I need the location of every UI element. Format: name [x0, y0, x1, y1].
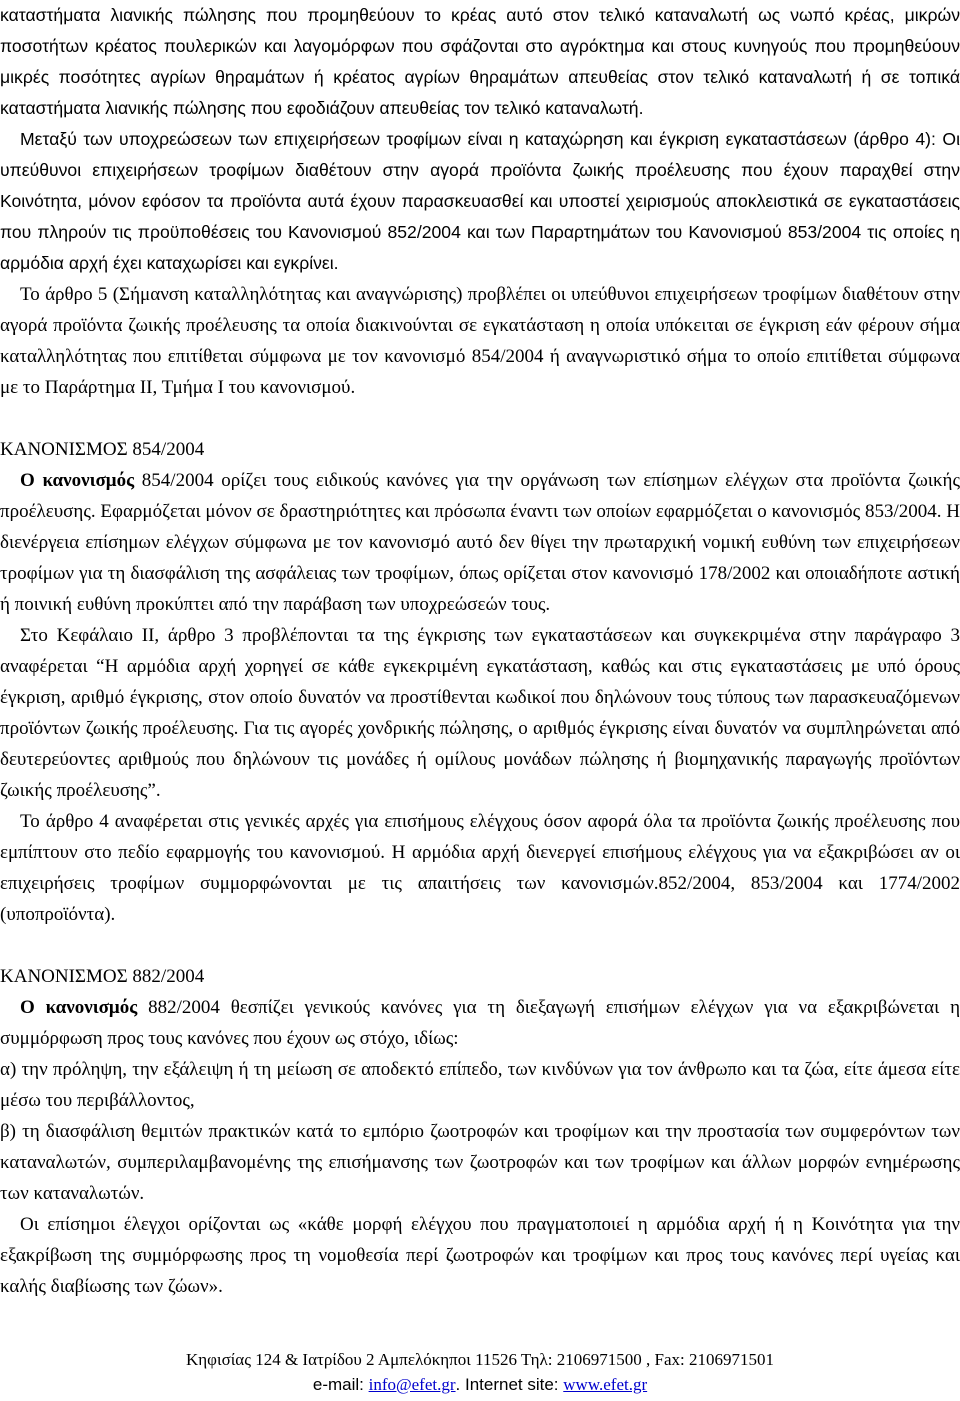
section-854-lead-bold: Ο κανονισμός — [20, 470, 135, 491]
article5-paragraph: Το άρθρο 5 (Σήμανση καταλληλότητας και αναγνώρισης) προβλέπει οι υπεύθυνοι επιχειρήσεων τροφίμων διαθέτουν στην αγορά προϊόντα ζωικής προέλευσης τα οποία διακινούνται σε εγκατάσταση η οποία υπόκειται σε έγκριση εάν φέρουν σήμα καταλληλότητας που επιτίθεται σύμφωνα με τον κανονισμό 854/2004 ή αναγνωριστικό σήμα το οποίο επιτίθεται σύμφωνα με το Παράρτημα ΙΙ, Τμήμα Ι του κανονισμού. — [0, 284, 960, 398]
list-item-a: α) την πρόληψη, την εξάλειψη ή τη μείωση σε αποδεκτό επίπεδο, των κινδύνων για τον άνθρωπο και τα ζώα, είτε άμεσα είτε μέσω του περιβάλλοντος, — [0, 1059, 960, 1111]
footer-email-label: e-mail: — [312, 1375, 369, 1394]
section-spacer — [0, 403, 960, 434]
article4-paragraph: Το άρθρο 4 αναφέρεται στις γενικές αρχές για επισήμους ελέγχους όσον αφορά όλα τα προϊόντα ζωικής προέλευσης που εμπίπτουν στο πεδίο εφαρμογής του κανονισμού. Η αρμόδια αρχή διενεργεί επισήμους ελέγχους για να εξακριβώσει αν οι επιχειρήσεις τροφίμων συμμορφώνονται με τις απαιτήσεις των κανονισμών.852/2004, 853/2004 και 1774/2002 (υποπροϊόντα). — [0, 811, 960, 925]
footer-separator: . Internet site: — [455, 1375, 564, 1394]
section-882-lead-bold: Ο κανονισμός — [20, 997, 138, 1018]
section-854-lead — [0, 465, 960, 620]
official-controls-paragraph: Οι επίσημοι έλεγχοι ορίζονται ως «κάθε μορφή ελέγχου που πραγματοποιεί η αρμόδια αρχή ή η Κοινότητα για την εξακρίβωση της συμμόρφωσης προς τη νομοθεσία περί ζωοτροφών και τροφίμων και προς τους κανόνες περί υγείας και καλής διαβίωσης των ζώων». — [0, 1214, 960, 1297]
section-spacer — [0, 930, 960, 961]
chapter2-paragraph: Στο Κεφάλαιο ΙΙ, άρθρο 3 προβλέπονται τα της έγκρισης των εγκαταστάσεων και συγκεκριμένα στην παράγραφο 3 αναφέρεται “Η αρμόδια αρχή χορηγεί σε κάθε εγκεκριμένη εγκατάσταση, καθώς και στις εγκαταστάσεις με υπό όρους έγκριση, αριθμό έγκρισης, στον οποίο δυνατόν να προστίθενται κωδικοί που δηλώνουν τους τύπους των παρασκευαζόμενων προϊόντων ζωικής προέλευσης. Για τις αγορές χονδρικής πώλησης, ο αριθμός έγκρισης είναι δυνατόν να συμπληρώνεται από δευτερεύοντες αριθμούς που δηλώνουν τις μονάδες ή ομίλους μονάδων πώλησης ή βιομηχανικής παραγωγής προϊόντων ζωικής προέλευσης”. — [0, 625, 960, 801]
establishments-paragraph: Μεταξύ των υποχρεώσεων των επιχειρήσεων τροφίμων είναι η καταχώρηση και έγκριση εγκαταστάσεων (άρθρο 4): Οι υπεύθυνοι επιχειρήσεων τροφίμων διαθέτουν στην αγορά προϊόντα ζωικής προέλευσης που έχουν παραχθεί στην Κοινότητα, μόνον εφόσον τα προϊόντα αυτά έχουν παρασκευασθεί και υποστεί χειρισμούς αποκλειστικά σε εγκαταστάσεις που πληρούν τις προϋποθέσεις του Κανονισμού 852/2004 και των Παραρτημάτων του Κανονισμού 853/2004 τις οποίες η αρμόδια αρχή έχει καταχωρίσει και εγκρίνει. — [0, 129, 960, 273]
section-882-lead — [0, 992, 960, 1054]
section-854-lead-text: 854/2004 ορίζει τους ειδικούς κανόνες για την οργάνωση των επίσημων ελέγχων στα προϊόντα ζωικής προέλευσης. Εφαρμόζεται μόνον σε δραστηριότητες και πρόσωπα έναντι των οποίων εφαρμόζεται ο κανονισμός 853/2004. Η διενέργεια επίσημων ελέγχων σύμφωνα με τον κανονισμό αυτό δεν θίγει την πρωταρχική νομική ευθύνη των επιχειρήσεων τροφίμων για τη διασφάλιση της ασφάλειας των τροφίμων, όπως ορίζεται στον κανονισμό 178/2002 και οποιαδήποτε αστική ή ποινική ευθύνη προκύπτει από την παράβαση των υποχρεώσεών τους. — [0, 470, 960, 615]
section-882-heading: ΚΑΝΟΝΙΣΜΟΣ 882/2004 — [0, 966, 205, 987]
email-link[interactable]: info@efet.gr — [368, 1375, 456, 1394]
list-item-b: β) τη διασφάλιση θεμιτών πρακτικών κατά το εμπόριο ζωοτροφών και τροφίμων και την προστασία των συμφερόντων των καταναλωτών, συμπεριλαμβανομένης της επισήμανσης των ζωοτροφών και των τροφίμων και άλλων μορφών ενημέρωσης των καταναλωτών. — [0, 1121, 960, 1204]
section-882-lead-text: 882/2004 θεσπίζει γενικούς κανόνες για τη διεξαγωγή επισήμων ελέγχων για να εξακριβώνεται η συμμόρφωση προς τους κανόνες που έχουν ως στόχο, ιδίως: — [0, 997, 960, 1049]
footer-contact — [0, 1374, 960, 1396]
section-854-heading: ΚΑΝΟΝΙΣΜΟΣ 854/2004 — [0, 439, 205, 460]
intro-paragraph: καταστήματα λιανικής πώλησης που προμηθεύουν το κρέας αυτό στον τελικό καταναλωτή ως νωπό κρέας, μικρών ποσοτήτων κρέατος πουλερικών και λαγομόρφων που σφάζονται στο αγρόκτημα και στους κυνηγούς που προμηθεύουν μικρές ποσότητες αγρίων θηραμάτων ή κρέατος αγρίων θηραμάτων απευθείας στον τελικό καταναλωτή ή σε τοπικά καταστήματα λιανικής πώλησης που εφοδιάζουν απευθείας τον τελικό καταναλωτή. — [0, 5, 960, 118]
website-link[interactable]: www.efet.gr — [563, 1375, 648, 1394]
footer-address: Κηφισίας 124 & Ιατρίδου 2 Αμπελόκηποι 11526 Τηλ: 2106971500 , Fax: 2106971501 — [186, 1350, 774, 1369]
